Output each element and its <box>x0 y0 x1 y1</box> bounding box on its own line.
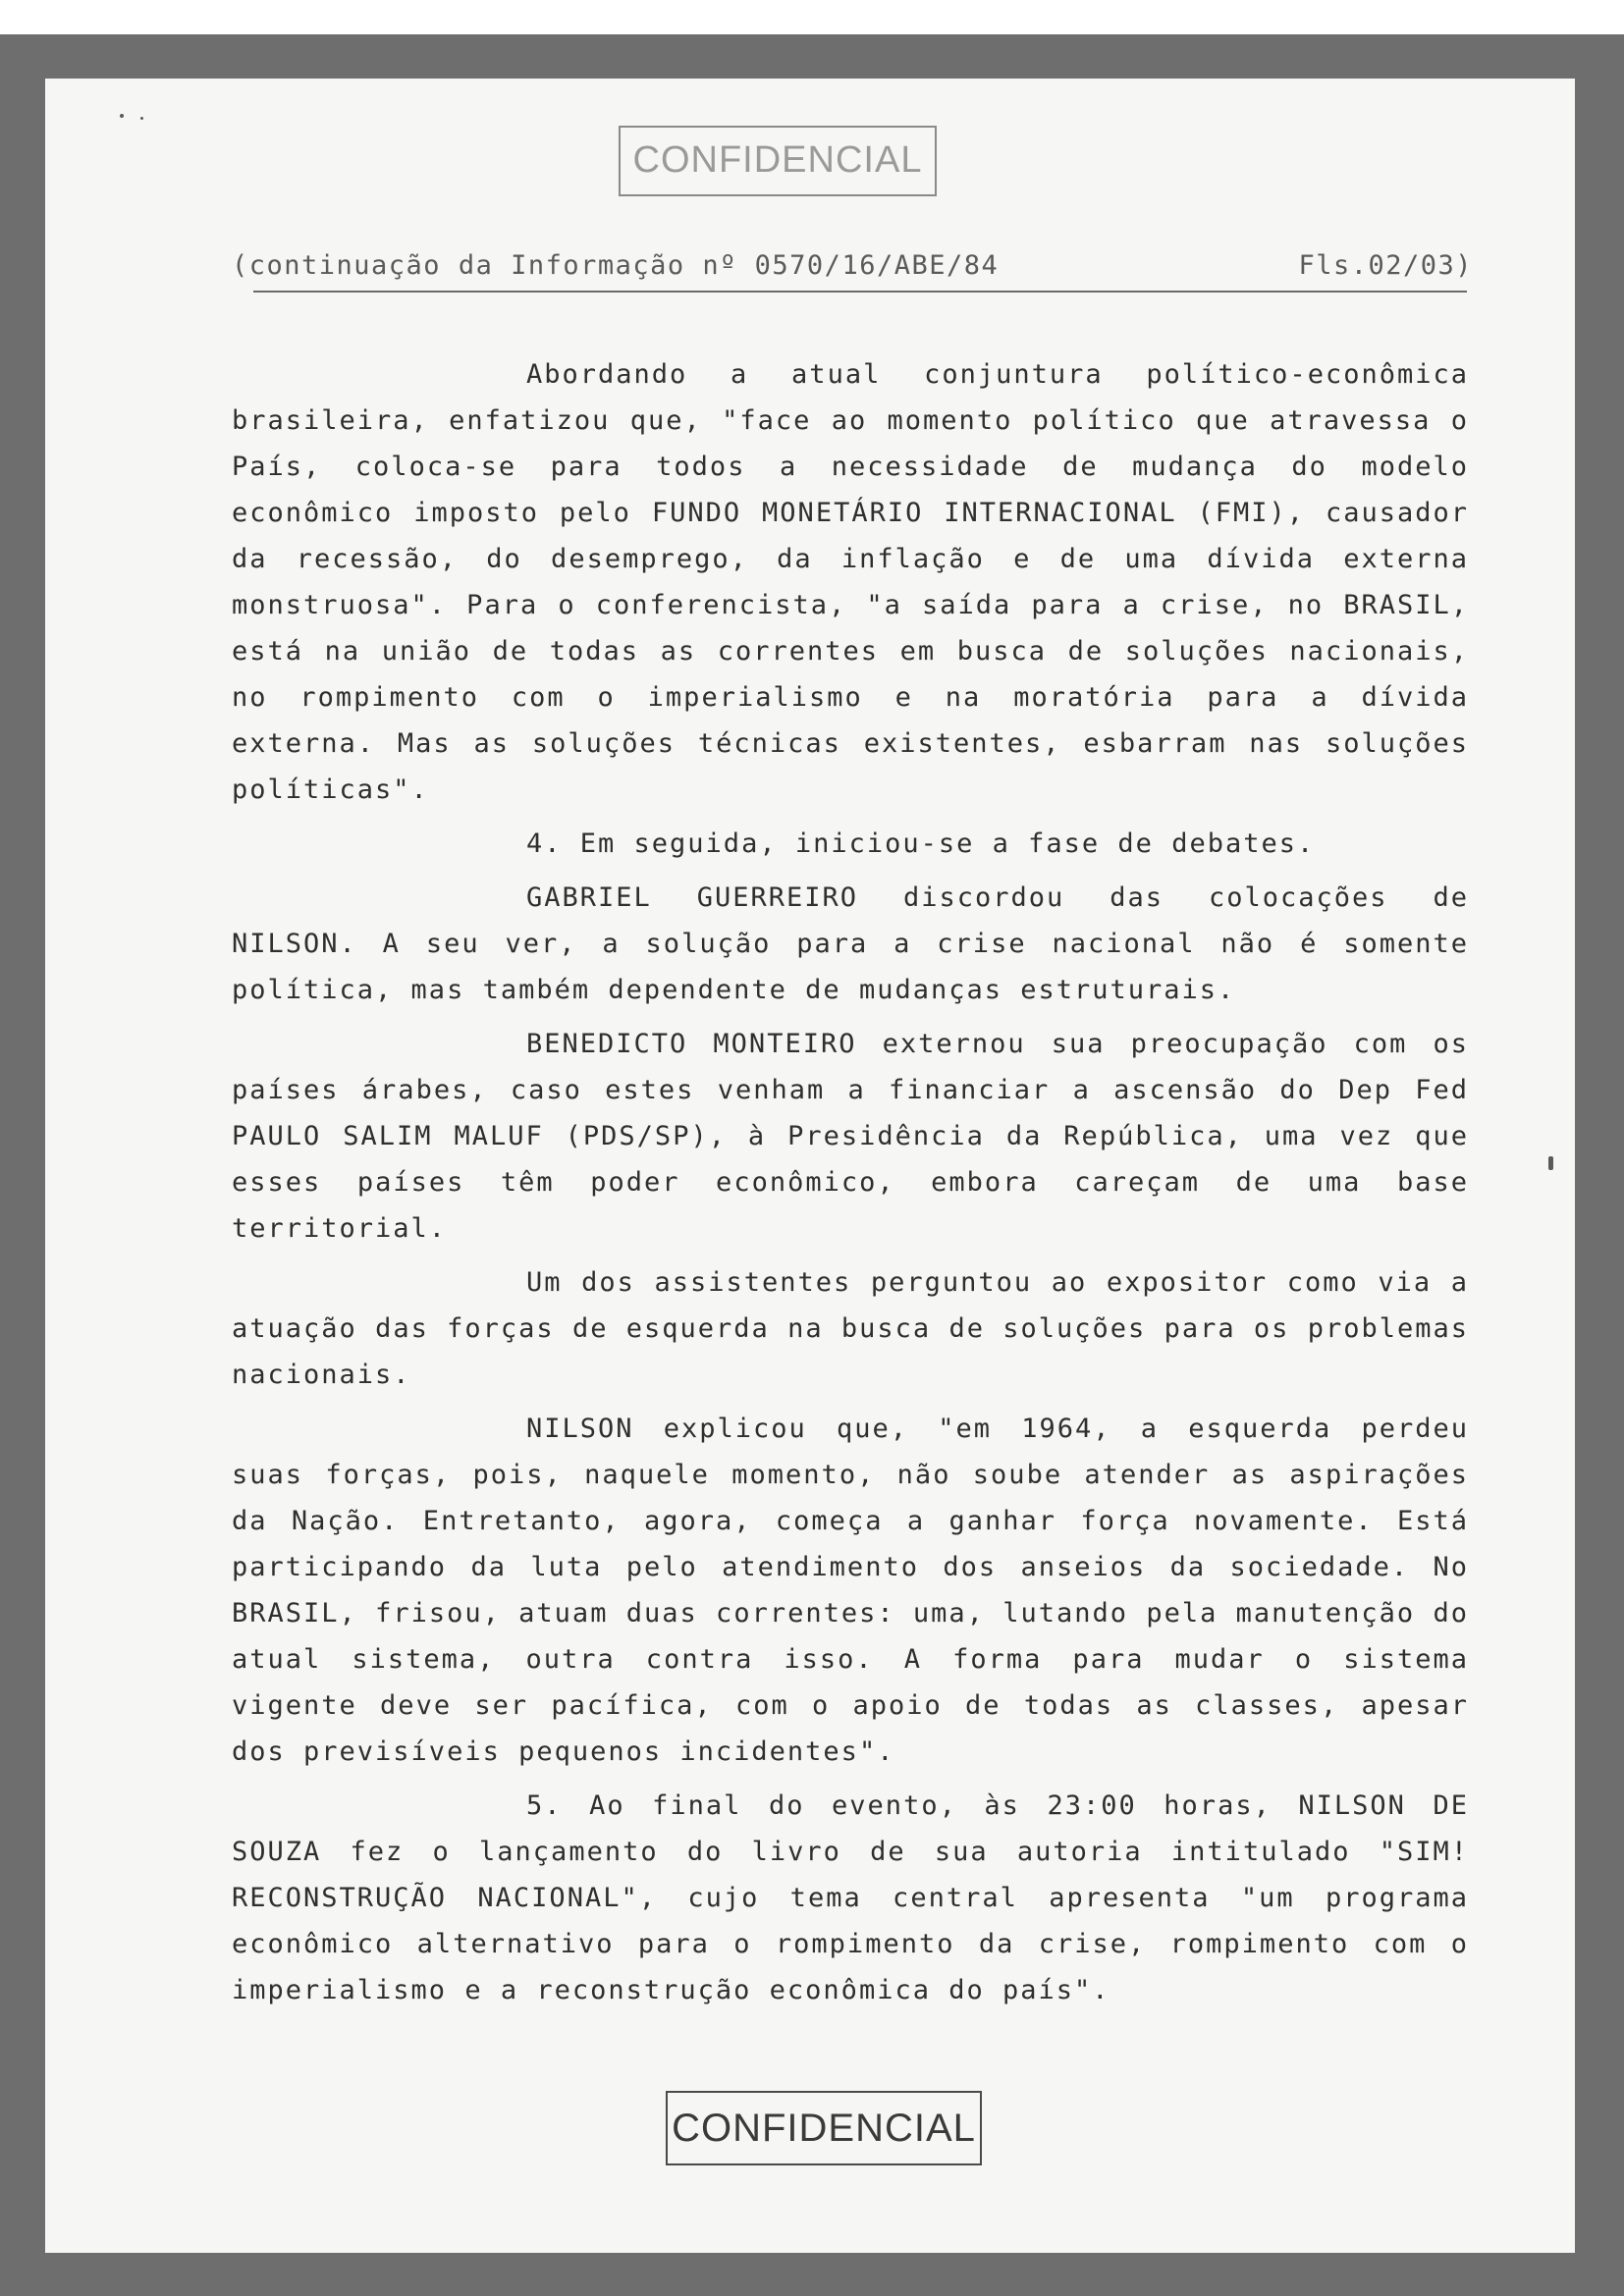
page-number: Fls.02/03) <box>1298 250 1473 281</box>
paragraph-nilson-answer: NILSON explicou que, "em 1964, a esquerda perdeu suas forças, pois, naquele momento, não soube atender as aspirações da Nação. Entretanto, agora, começa a ganhar força novamente. Está participando da luta pelo atendimento dos anseios da sociedade. No BRASIL, frisou, atuam duas correntes: uma, lutando pela manutenção do atual sistema, outra contra isso. A forma para mudar o sistema vigente deve ser pacífica, com o apoio de todas as classes, apesar dos previsíveis pequenos incidentes". <box>232 1414 1469 1767</box>
paragraph-guerreiro: GABRIEL GUERREIRO discordou das colocações de NILSON. A seu ver, a solução para a crise nacional não é somente política, mas também dependente de mudanças estruturais. <box>232 882 1469 1005</box>
header-rule <box>253 291 1467 293</box>
scan-speck <box>120 114 124 118</box>
document-body <box>232 351 1469 2021</box>
paragraph-book-launch: 5. Ao final do evento, às 23:00 horas, NILSON DE SOUZA fez o lançamento do livro de sua autoria intitulado "SIM! RECONSTRUÇÃO NACIONAL", cujo tema central apresenta "um programa econômico alternativo para o rompimento da crise, rompimento com o imperialismo e a reconstrução econômica do país". <box>232 1790 1469 2005</box>
page-header <box>232 250 1473 290</box>
paragraph-economic-situation: Abordando a atual conjuntura político-econômica brasileira, enfatizou que, "face ao momento político que atravessa o País, coloca-se para todos a necessidade de mudança do modelo econômico imposto pelo FUNDO MONETÁRIO INTERNACIONAL (FMI), causador da recessão, do desemprego, da inflação e de uma dívida externa monstruosa". Para o conferencista, "a saída para a crise, no BRASIL, está na união de todas as correntes em busca de soluções nacionais, no rompimento com o imperialismo e na moratória para a dívida externa. Mas as soluções técnicas existentes, esbarram nas soluções políticas". <box>232 359 1469 805</box>
scan-speck <box>140 117 143 120</box>
paragraph-monteiro: BENEDICTO MONTEIRO externou sua preocupação com os países árabes, caso estes venham a financiar a ascensão do Dep Fed PAULO SALIM MALUF (PDS/SP), à Presidência da República, uma vez que esses países têm poder econômico, embora careçam de uma base territorial. <box>232 1029 1469 1244</box>
paragraph-debates-start: 4. Em seguida, iniciou-se a fase de debates. <box>526 828 1316 859</box>
confidential-stamp-top: CONFIDENCIAL <box>619 126 937 196</box>
confidential-stamp-bottom: CONFIDENCIAL <box>666 2091 982 2165</box>
paragraph-question: Um dos assistentes perguntou ao expositor como via a atuação das forças de esquerda na busca de soluções para os problemas nacionais. <box>232 1267 1469 1390</box>
scan-speck <box>1548 1156 1553 1170</box>
document-reference: (continuação da Informação nº 0570/16/ABE/84 <box>232 250 1000 281</box>
